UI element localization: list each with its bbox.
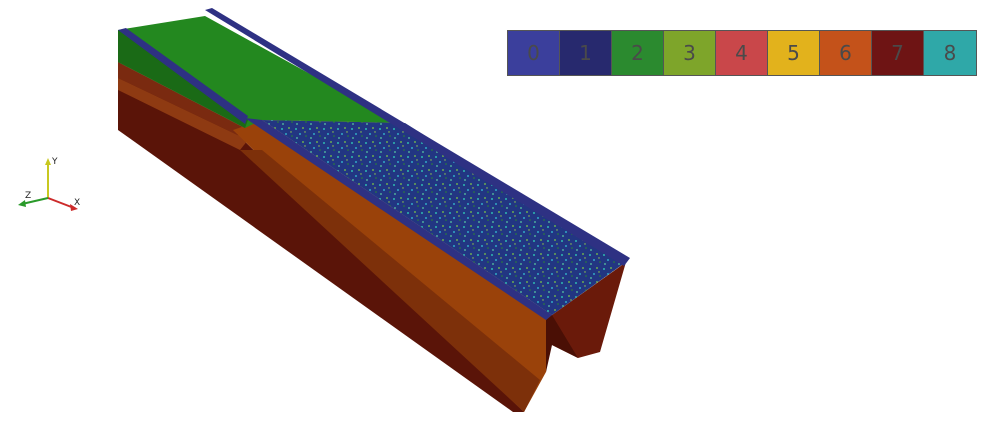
z-axis-label: Z [25, 191, 32, 201]
legend-swatch-2: 2 [612, 31, 664, 75]
legend-swatch-6: 6 [820, 31, 872, 75]
legend-swatch-0: 0 [508, 31, 560, 75]
orientation-axes-widget[interactable] [8, 148, 88, 223]
x-axis-arrow [48, 198, 74, 208]
legend-swatch-8: 8 [924, 31, 976, 75]
legend-swatch-3: 3 [664, 31, 716, 75]
legend-swatch-1: 1 [560, 31, 612, 75]
y-axis-label: Y [52, 157, 58, 167]
legend-swatch-5: 5 [768, 31, 820, 75]
legend-swatch-4: 4 [716, 31, 768, 75]
z-axis-arrowhead [18, 200, 26, 207]
color-legend [507, 30, 977, 76]
x-axis-label: X [74, 198, 81, 208]
y-axis-arrowhead [45, 158, 51, 165]
legend-swatch-7: 7 [872, 31, 924, 75]
